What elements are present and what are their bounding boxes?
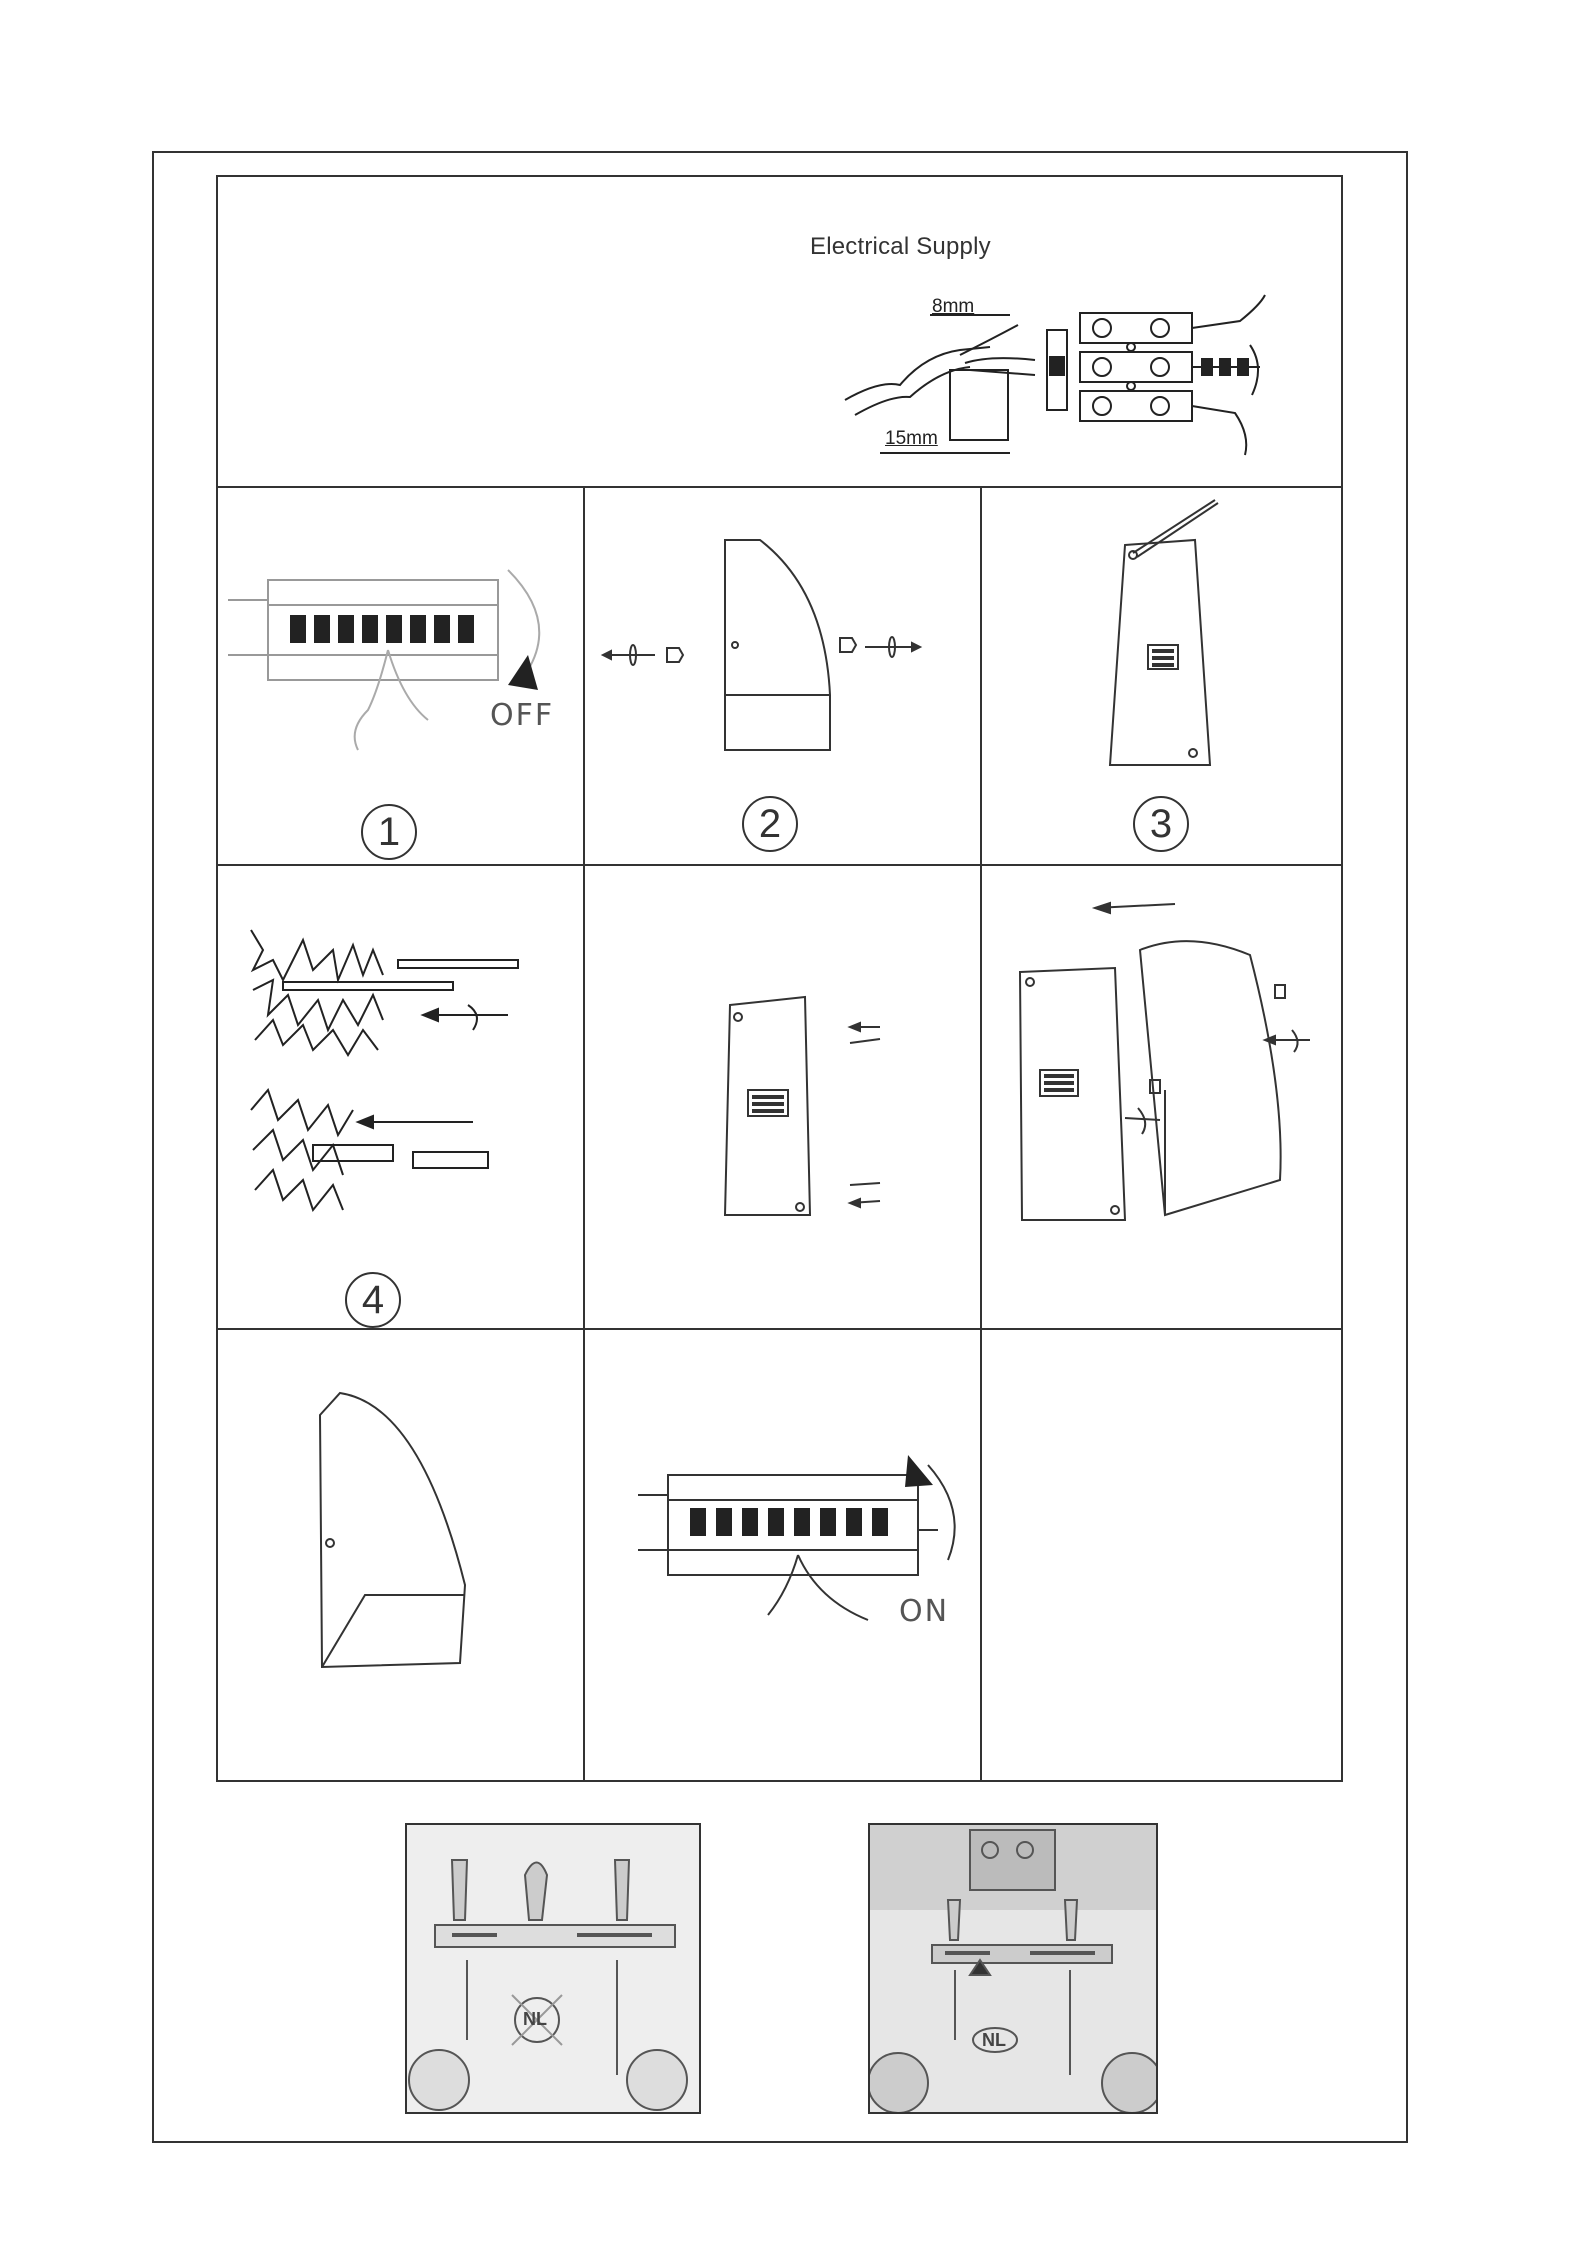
grid-divider [980,486,982,1782]
lamp-attach-to-plate [1010,890,1330,1240]
nl-badge-correct: NL [982,2030,1006,2050]
bracket-photo-wrong [405,1823,701,2114]
lamp-remove-screws [595,530,975,760]
step-number-4: 4 [345,1272,401,1328]
electrical-supply-title: Electrical Supply [810,233,991,260]
bracket-photo-correct [868,1823,1158,2114]
step-number-3: 3 [1133,796,1189,852]
grid-divider [216,1328,1343,1330]
drill-wall-plug [243,920,543,1250]
step-number-1: 1 [361,804,417,860]
lamp-mounted [310,1385,480,1685]
backplate-fix-screws [720,985,920,1225]
nl-badge-wrong: NL [523,2009,547,2029]
step-number-2: 2 [742,796,798,852]
off-label: OFF [490,698,555,733]
on-label: ON [899,1594,950,1629]
backplate-mark-wall [1100,495,1340,775]
grid-divider [216,864,1343,866]
strip-length-label: 8mm [932,296,975,317]
grid-divider [583,486,585,1782]
grid-divider [216,486,1343,488]
cable-length-label: 15mm [885,428,938,449]
